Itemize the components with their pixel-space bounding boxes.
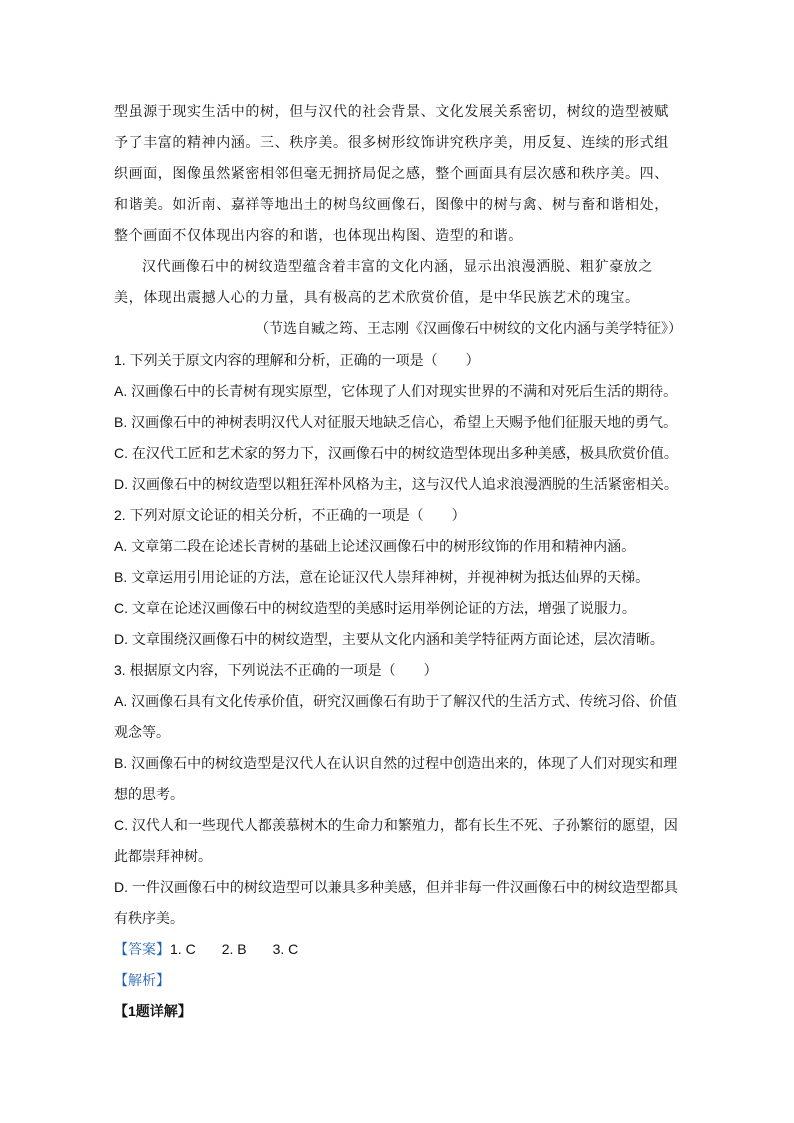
- option-a: A. 文章第二段在论述长青树的基础上论述汉画像石中的树形纹饰的作用和精神内涵。: [114, 538, 636, 554]
- question-stem: 3. 根据原文内容，下列说法不正确的一项是（ ）: [114, 662, 438, 678]
- question-1: [114, 345, 682, 500]
- option-d: D. 一件汉画像石中的树纹造型可以兼具多种美感，但并非每一件汉画像石中的树纹造型都具有秩序美。: [114, 879, 678, 926]
- option-d: D. 汉画像石中的树纹造型以粗狂浑朴风格为主，这与汉代人追求浪漫洒脱的生活紧密相关。: [114, 476, 678, 492]
- option-c: C. 文章在论述汉画像石中的树纹造型的美感时运用举例论证的方法，增强了说服力。: [114, 600, 636, 616]
- passage-paragraph-2: 汉代画像石中的树纹造型蕴含着丰富的文化内涵，显示出浪漫洒脱、粗犷豪放之美，体现出震撼人心的力量，具有极高的艺术欣赏价值，是中华民族艺术的瑰宝。: [114, 259, 653, 306]
- question-2: [114, 500, 682, 655]
- option-a: A. 汉画像石中的长青树有现实原型，它体现了人们对现实世界的不满和对死后生活的期待。: [114, 383, 678, 399]
- answer-item: 1. C: [170, 941, 196, 957]
- option-b: B. 汉画像石中的树纹造型是汉代人在认识自然的过程中创造出来的，体现了人们对现实和理想的思考。: [114, 755, 678, 802]
- passage-source: （节选自臧之筠、王志刚《汉画像石中树纹的文化内涵与美学特征》）: [255, 321, 682, 337]
- option-b: B. 汉画像石中的神树表明汉代人对征服天地缺乏信心，希望上天赐予他们征服天地的勇气。: [114, 414, 678, 430]
- detail-label: 【1题详解】: [114, 1003, 192, 1019]
- answer-line: [114, 934, 682, 965]
- answer-item: 2. B: [221, 941, 247, 957]
- question-stem: 1. 下列关于原文内容的理解和分析，正确的一项是（ ）: [114, 352, 480, 368]
- question-stem: 2. 下列对原文论证的相关分析，不正确的一项是（ ）: [114, 507, 466, 523]
- option-b: B. 文章运用引用论证的方法，意在论证汉代人崇拜神树，并视神树为抵达仙界的天梯。: [114, 569, 650, 585]
- question-3: [114, 655, 682, 934]
- questions-section: [114, 345, 682, 1027]
- analysis-label: 【解析】: [114, 972, 170, 988]
- answer-label: 【答案】: [114, 941, 170, 957]
- option-c: C. 在汉代工匠和艺术家的努力下，汉画像石中的树纹造型体现出多种美感，极具欣赏价值。: [114, 445, 678, 461]
- passage-paragraph-1: 型虽源于现实生活中的树，但与汉代的社会背景、文化发展关系密切，树纹的造型被赋予了丰富的精神内涵。三、秩序美。很多树形纹饰讲究秩序美，用反复、连续的形式组织画面，图像虽然紧密相邻但毫无拥挤局促之感，整个画面具有层次感和秩序美。四、和谐美。如沂南、嘉祥等地出土的树鸟纹画像石，图像中的树与禽、树与畜和谐相处，整个画面不仅体现出内容的和谐，也体现出构图、造型的和谐。: [114, 104, 669, 244]
- passage-body: [114, 97, 682, 345]
- option-d: D. 文章围绕汉画像石中的树纹造型，主要从文化内涵和美学特征两方面论述，层次清晰。: [114, 631, 664, 647]
- option-a: A. 汉画像石具有文化传承价值，研究汉画像石有助于了解汉代的生活方式、传统习俗、价值观念等。: [114, 693, 678, 740]
- answer-item: 3. C: [272, 941, 299, 957]
- option-c: C. 汉代人和一些现代人都羡慕树木的生命力和繁殖力，都有长生不死、子孙繁衍的愿望，因此都崇拜神树。: [114, 817, 678, 864]
